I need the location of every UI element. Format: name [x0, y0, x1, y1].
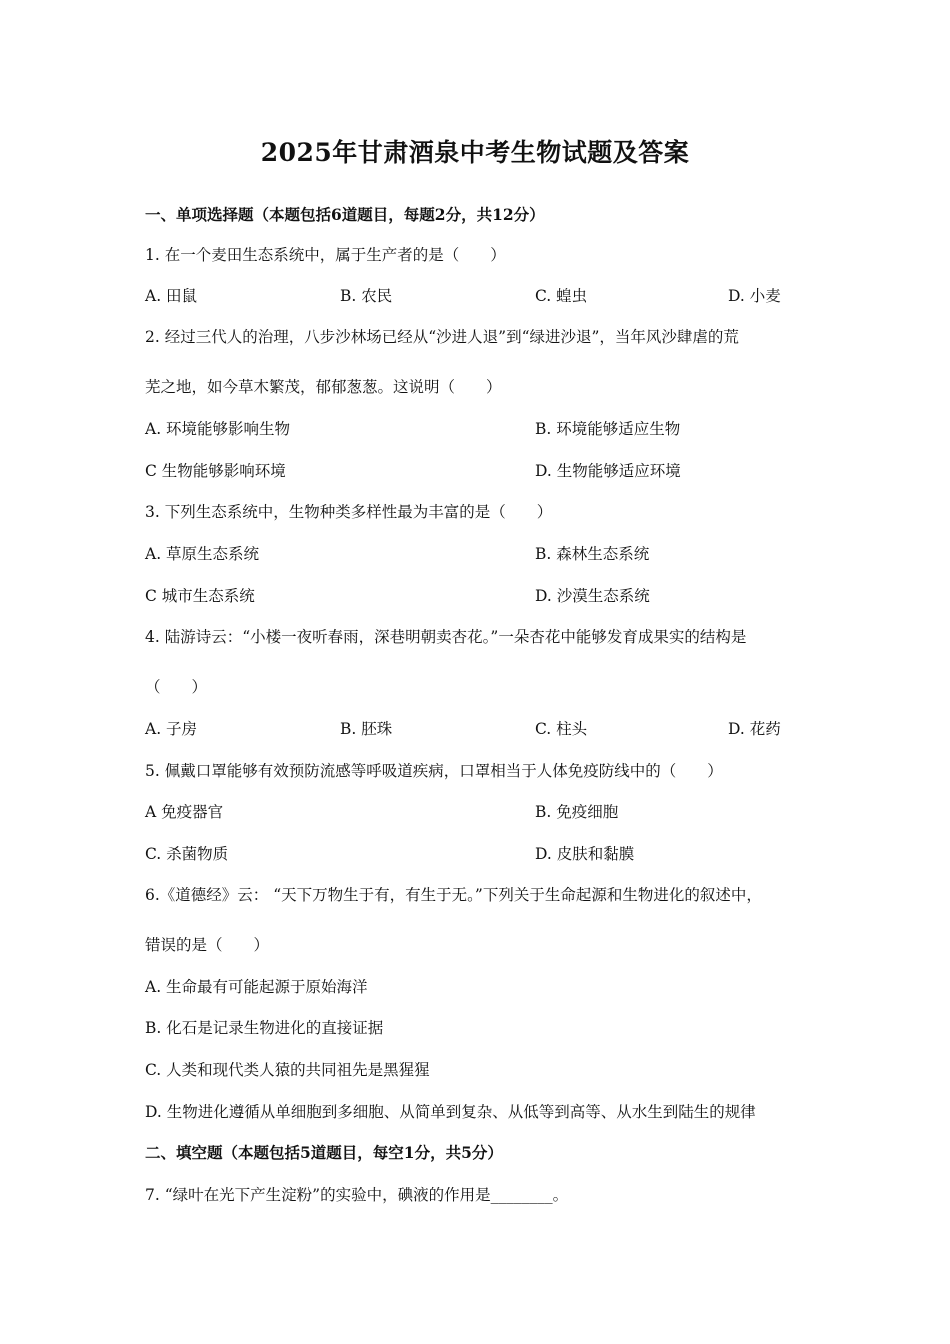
question-4-option-d: D. 花药 — [728, 720, 781, 738]
question-1-stem: 1. 在一个麦田生态系统中，属于生产者的是（ ） — [145, 246, 506, 264]
question-3-option-a: A. 草原生态系统 — [145, 545, 260, 563]
question-4-option-b: B. 胚珠 — [340, 720, 393, 738]
question-6-stem-line1: 6.《道德经》云： “天下万物生于有，有生于无。”下列关于生命起源和生物进化的叙述中， — [145, 886, 762, 904]
question-1-option-b: B. 农民 — [340, 287, 393, 305]
question-2-option-a: A. 环境能够影响生物 — [145, 420, 291, 438]
question-2-stem-line2: 芜之地，如今草木繁茂，郁郁葱葱。这说明（ ） — [145, 378, 502, 396]
question-1-option-c: C. 蝗虫 — [535, 287, 588, 305]
question-7-stem: 7. “绿叶在光下产生淀粉”的实验中，碘液的作用是________。 — [145, 1186, 569, 1204]
question-5-option-c: C. 杀菌物质 — [145, 845, 229, 863]
question-3-option-c: C 城市生态系统 — [145, 587, 255, 605]
question-4-stem-line1: 4. 陆游诗云：“小楼一夜听春雨，深巷明朝卖杏花。”一朵杏花中能够发育成果实的结构是 — [145, 628, 747, 646]
question-3-option-b: B. 森林生态系统 — [535, 545, 650, 563]
document-title: 2025年甘肃酒泉中考生物试题及答案 — [260, 138, 690, 167]
question-1-option-a: A. 田鼠 — [145, 287, 198, 305]
question-5-stem: 5. 佩戴口罩能够有效预防流感等呼吸道疾病，口罩相当于人体免疫防线中的（ ） — [145, 762, 723, 780]
question-1-option-d: D. 小麦 — [728, 287, 781, 305]
question-2-stem-line1: 2. 经过三代人的治理，八步沙林场已经从“沙进人退”到“绿进沙退”，当年风沙肆虐的荒 — [145, 328, 739, 346]
question-4-stem-line2: （ ） — [145, 678, 208, 696]
section-heading-1: 一、单项选择题（本题包括6道题目，每题2分，共12分） — [145, 205, 545, 224]
question-4-option-a: A. 子房 — [145, 720, 198, 738]
question-2-option-c: C 生物能够影响环境 — [145, 462, 286, 480]
question-6-stem-line2: 错误的是（ ） — [145, 936, 270, 954]
question-6-option-a: A. 生命最有可能起源于原始海洋 — [145, 978, 368, 996]
section-heading-2: 二、填空题（本题包括5道题目，每空1分，共5分） — [145, 1143, 503, 1162]
question-6-option-d: D. 生物进化遵循从单细胞到多细胞、从简单到复杂、从低等到高等、从水生到陆生的规律 — [145, 1103, 756, 1121]
question-2-option-d: D. 生物能够适应环境 — [535, 462, 681, 480]
question-2-option-b: B. 环境能够适应生物 — [535, 420, 681, 438]
question-5-option-a: A 免疫器官 — [145, 803, 224, 821]
question-3-option-d: D. 沙漠生态系统 — [535, 587, 650, 605]
question-4-option-c: C. 柱头 — [535, 720, 588, 738]
question-3-stem: 3. 下列生态系统中，生物种类多样性最为丰富的是（ ） — [145, 503, 553, 521]
question-6-option-c: C. 人类和现代类人猿的共同祖先是黑猩猩 — [145, 1061, 430, 1079]
question-6-option-b: B. 化石是记录生物进化的直接证据 — [145, 1019, 384, 1037]
question-5-option-b: B. 免疫细胞 — [535, 803, 619, 821]
question-5-option-d: D. 皮肤和黏膜 — [535, 845, 635, 863]
